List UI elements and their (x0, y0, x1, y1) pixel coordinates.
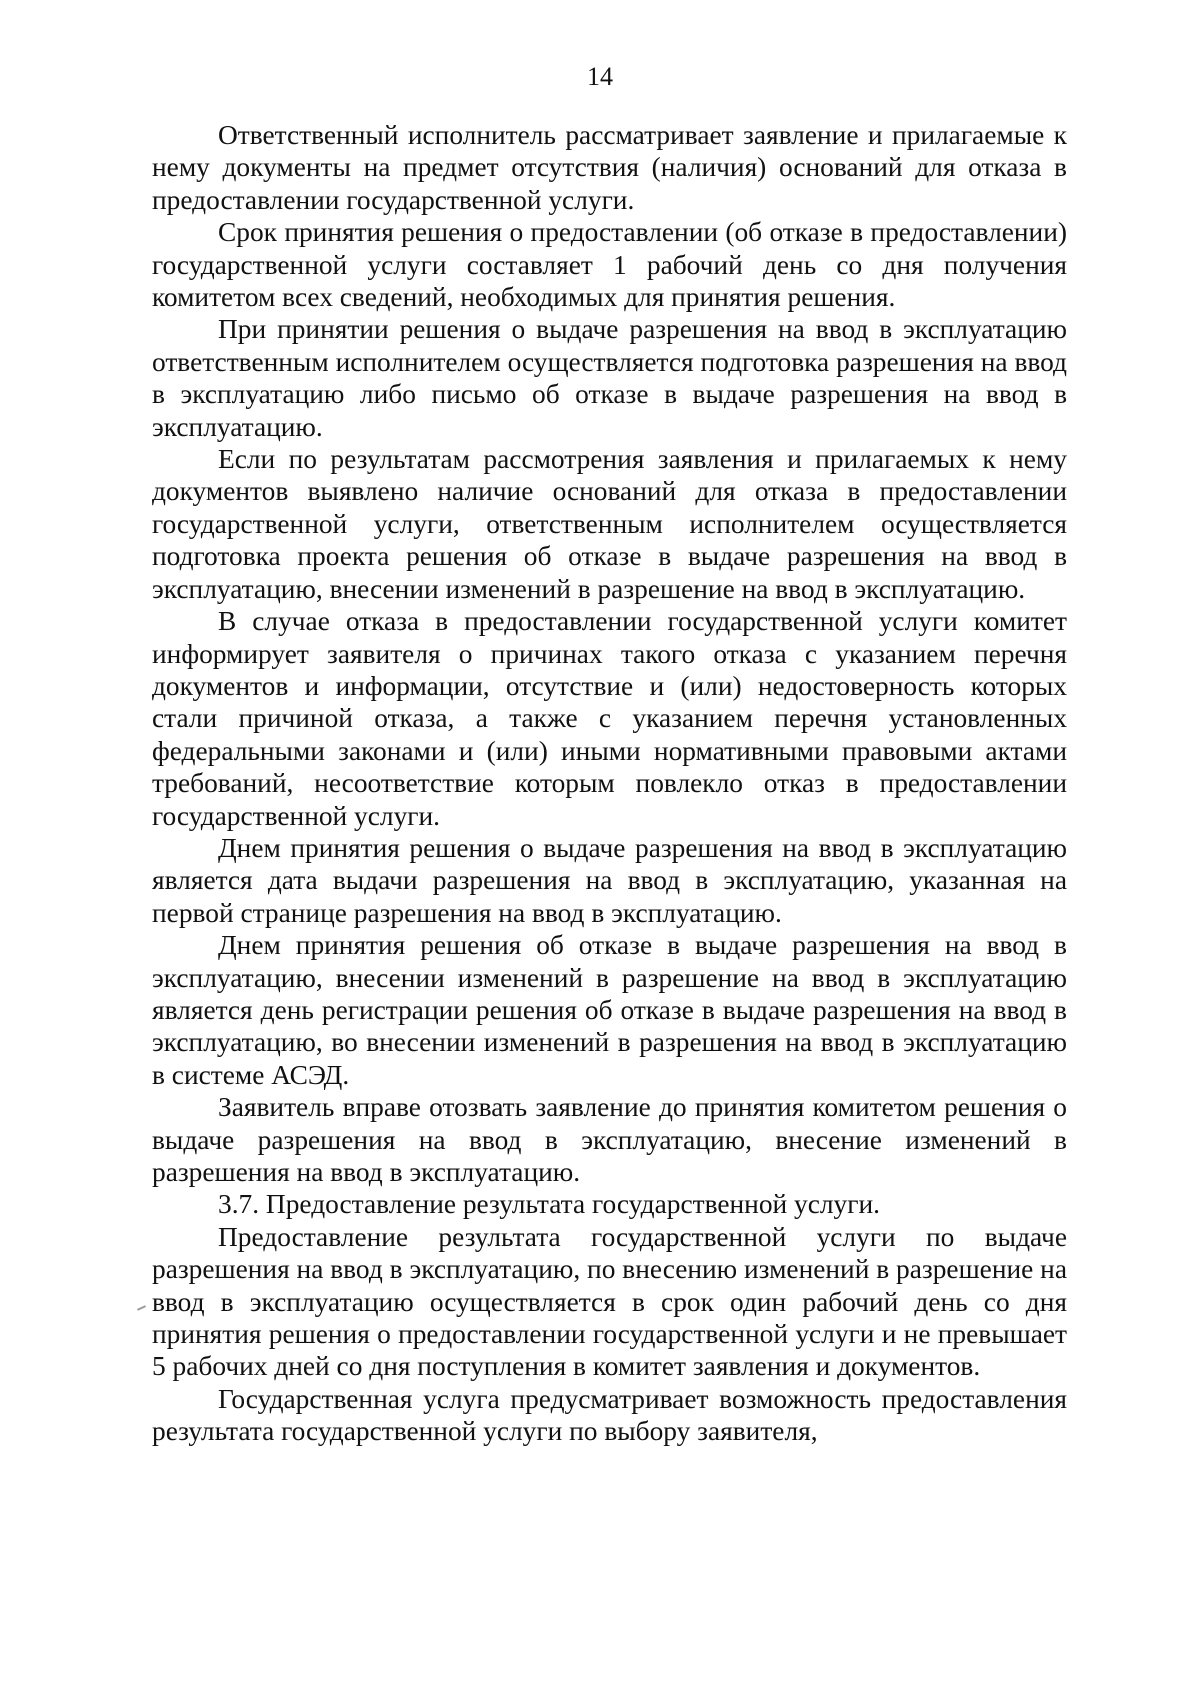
scan-artifact-mark (137, 1305, 146, 1311)
paragraph-decision-date: Днем принятия решения о выдаче разрешения на ввод в эксплуатацию является дата выдачи разрешения на ввод в эксплуатацию, указанная на первой странице разрешения на ввод в эксплуатацию. (152, 832, 1067, 928)
paragraph-refusal-decision-date: Днем принятия решения об отказе в выдаче разрешения на ввод в эксплуатацию, внесении изменений в разрешение на ввод в эксплуатацию является день регистрации решения об отказе в выдаче разрешения на ввод в эксплуатацию, во внесении изменений в разрешения на ввод в эксплуатацию в системе АСЭД. (152, 930, 1067, 1090)
paragraph-result-delivery-options: Государственная услуга предусматривает возможность предоставления результата государственной услуги по выбору заявителя, (152, 1383, 1067, 1447)
paragraph-review-documents: Ответственный исполнитель рассматривает заявление и прилагаемые к нему документы на предмет отсутствия (наличия) оснований для отказа в предоставлении государственной услуги. (152, 120, 1067, 215)
section-heading-3-7: 3.7. Предоставление результата государственной услуги. (218, 1189, 880, 1220)
paragraph-application-withdrawal: Заявитель вправе отозвать заявление до принятия комитетом решения о выдаче разрешения на ввод в эксплуатацию, внесение изменений в разрешения на ввод в эксплуатацию. (152, 1092, 1067, 1187)
paragraph-refusal-notification: В случае отказа в предоставлении государственной услуги комитет информирует заявителя о причинах такого отказа с указанием перечня документов и информации, отсутствие и (или) недостоверность которых стали причиной отказа, а также с указанием перечня установленных федеральными законами и (или) иными нормативными правовыми актами требований, несоответствие которым повлекло отказ в предоставлении государственной услуги. (152, 606, 1067, 831)
paragraph-refusal-grounds: Если по результатам рассмотрения заявления и прилагаемых к нему документов выявлено наличие оснований для отказа в предоставлении государственной услуги, ответственным исполнителем осуществляется подготовка проекта решения об отказе в выдаче разрешения на ввод в эксплуатацию, внесении изменений в разрешение на ввод в эксплуатацию. (152, 444, 1067, 604)
page-number: 14 (587, 62, 613, 91)
paragraph-permit-preparation: При принятии решения о выдаче разрешения на ввод в эксплуатацию ответственным исполнителем осуществляется подготовка разрешения на ввод в эксплуатацию либо письмо об отказе в выдаче разрешения на ввод в эксплуатацию. (152, 314, 1067, 442)
paragraph-decision-term: Срок принятия решения о предоставлении (об отказе в предоставлении) государственной услуги составляет 1 рабочий день со дня получения комитетом всех сведений, необходимых для принятия решения. (152, 217, 1067, 313)
paragraph-result-delivery-term: Предоставление результата государственной услуги по выдаче разрешения на ввод в эксплуатацию, по внесению изменений в разрешение на ввод в эксплуатацию осуществляется в срок один рабочий день со дня принятия решения о предоставлении государственной услуги и не превышает 5 рабочих дней со дня поступления в комитет заявления и документов. (152, 1221, 1067, 1382)
document-body (152, 119, 1067, 1448)
